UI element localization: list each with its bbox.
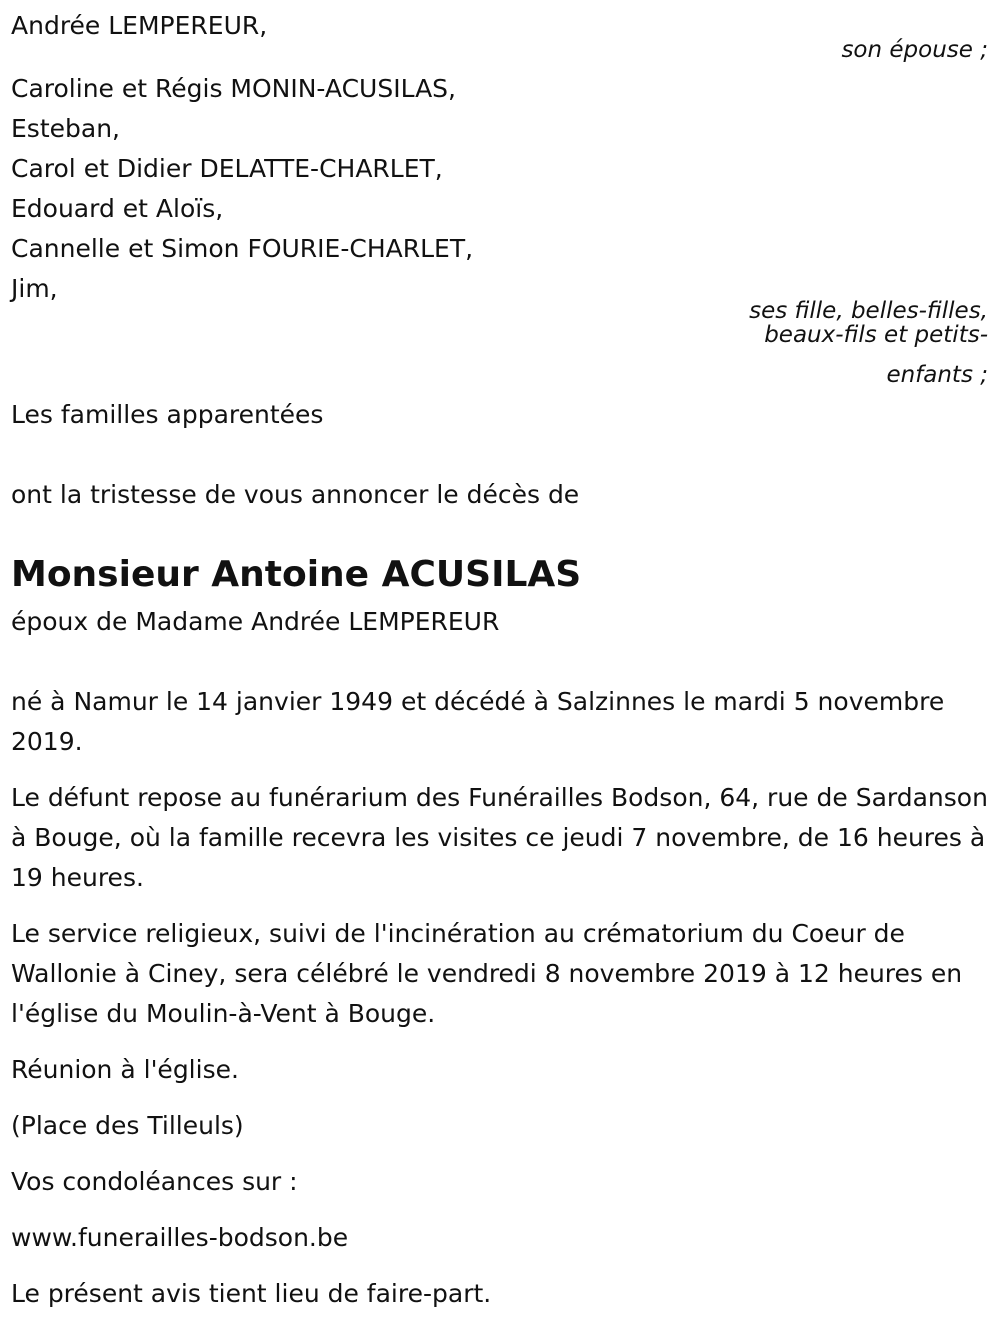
announcement-text: ont la tristesse de vous annoncer le décès de — [11, 480, 580, 509]
family-member-line: Jim, — [11, 274, 58, 303]
viewing-paragraph: Le défunt repose au funérarium des Funérailles Bodson, 64, rue de Sardanson à Bouge, où la famille recevra les visites ce jeudi 7 novembre, de 16 heures à 19 heures. — [11, 783, 988, 892]
place-text: (Place des Tilleuls) — [11, 1111, 244, 1140]
deceased-subtitle: époux de Madame Andrée LEMPEREUR — [11, 607, 500, 636]
children-relation-line: beaux-fils et petits- — [764, 322, 988, 348]
service-paragraph: Le service religieux, suivi de l'incinération au crématorium du Coeur de Wallonie à Ciney, sera célébré le vendredi 8 novembre 2019 à 12 heures en l'église du Moulin-à-Vent à Bouge. — [11, 919, 963, 1028]
family-member-line: Cannelle et Simon FOURIE-CHARLET, — [11, 234, 474, 263]
family-member-line: Carol et Didier DELATTE-CHARLET, — [11, 154, 443, 183]
website-link[interactable]: www.funerailles-bodson.be — [11, 1223, 349, 1252]
related-families: Les familles apparentées — [11, 400, 324, 429]
family-member-line: Esteban, — [11, 114, 120, 143]
deceased-name: Monsieur Antoine ACUSILAS — [11, 554, 582, 595]
spouse-relation: son épouse ; — [841, 37, 988, 63]
notice-text: Le présent avis tient lieu de faire-part. — [11, 1279, 492, 1308]
meeting-text: Réunion à l'église. — [11, 1055, 239, 1084]
family-member-line: Caroline et Régis MONIN-ACUSILAS, — [11, 74, 456, 103]
children-relation-line: enfants ; — [886, 362, 988, 388]
condolences-text: Vos condoléances sur : — [11, 1167, 298, 1196]
children-relation-line: ses fille, belles-filles, — [749, 298, 988, 324]
spouse-name: Andrée LEMPEREUR, — [11, 11, 268, 40]
birth-death-paragraph: né à Namur le 14 janvier 1949 et décédé à Salzinnes le mardi 5 novembre 2019. — [11, 687, 945, 756]
family-member-line: Edouard et Aloïs, — [11, 194, 224, 223]
